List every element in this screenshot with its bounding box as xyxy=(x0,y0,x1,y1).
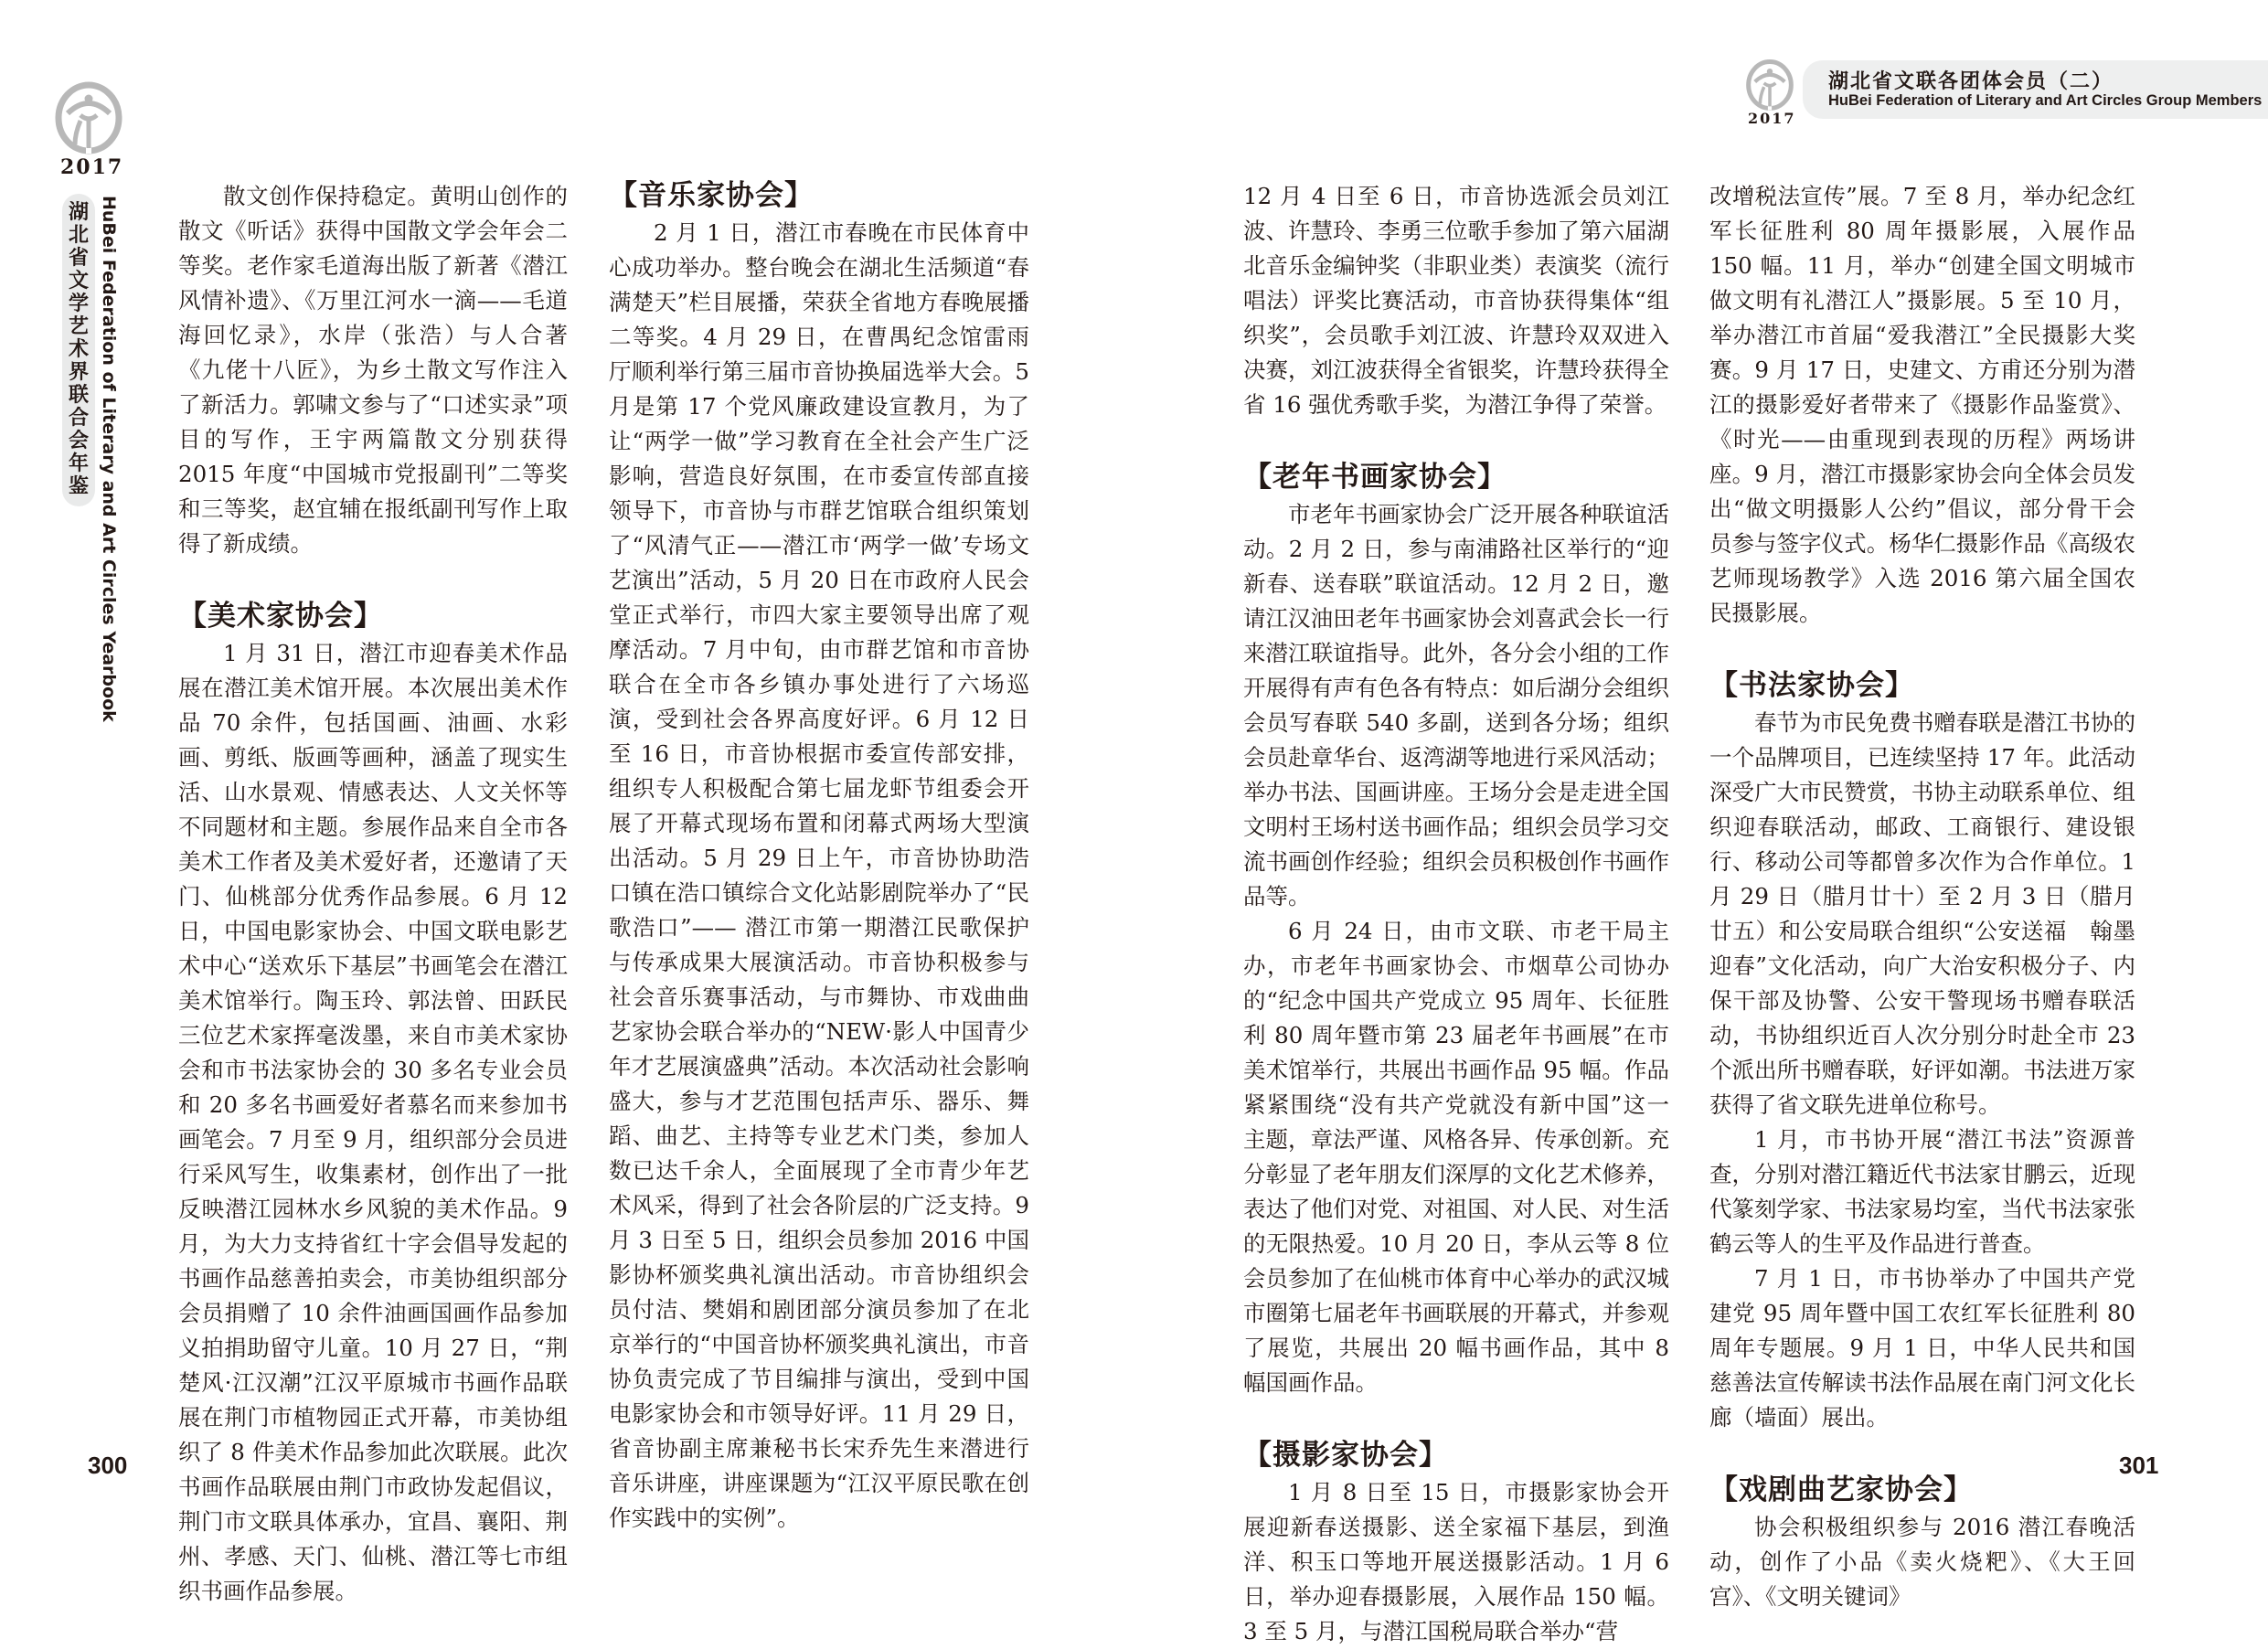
sidebar-char: 艺 xyxy=(68,315,89,338)
paragraph: 1 月 8 日至 15 日，市摄影家协会开展迎新春送摄影、送全家福下基层，到渔洋、积玉口等地开展送摄影活动。1 月 6 日，举办迎春摄影展，入展作品 150 幅。3 至 5 月，与潜江国税局联合举办“营 xyxy=(1243,1479,1669,1644)
sidebar-char: 术 xyxy=(68,338,89,361)
section-heading-drama-quyi: 【戏剧曲艺家协会】 xyxy=(1709,1473,1973,1506)
sidebar-char: 湖 xyxy=(68,201,89,224)
paragraph: 6 月 24 日，由市文联、市老干局主办，市老年书画家协会、市烟草公司协办的“纪念中国共产党成立 95 周年、长征胜利 80 周年暨市第 23 届老年书画展”在市美术馆举行，共展出书画作品 95 幅。作品紧紧围绕“没有共产党就没有新中国”这一主题，章法严谨、风格各异、传承创新。充分彰显了老年朋友们深厚的文化艺术修养，表达了他们对党、对祖国、对人民、对生活的无限热爱。10 月 20 日，李从云等 8 位会员参加了在仙桃市体育中心举办的武汉城市圈第七届老年书画联展的开幕式，并参观了展览，共展出 20 幅书画作品，其中 8 幅国画作品。 xyxy=(1243,918,1669,1396)
sidebar-char: 文 xyxy=(68,270,89,293)
paragraph: 2 月 1 日，潜江市春晚在市民体育中心成功举办。整台晚会在湖北生活频道“春满楚天”栏目展播，荣获全省地方春晚展播二等奖。4 月 29 日，在曹禺纪念馆雷雨厅顺利举行第三届市音协换届选举大会。5 月是第 17 个党风廉政建设宣教月，为了让“两学一做”学习教育在全社会产生广泛影响，营造良好氛围，在市委宣传部直接领导下，市音协与市群艺馆联合组织策划了“风清气正——潜江市‘两学一做’专场文艺演出”活动，5 月 20 日在市政府人民会堂正式举行，市四大家主要领导出席了观摩活动。7 月中旬，由市群艺馆和市音协联合在全市各乡镇办事处进行了六场巡演，受到社会各界高度好评。6 月 12 日至 16 日，市音协根据市委宣传部安排，组织专人积极配合第七届龙虾节组委会开展了开幕式现场布置和闭幕式两场大型演出活动。5 月 29 日上午，市音协协助浩口镇在浩口镇综合文化站影剧院举办了“民歌浩口”—— 潜江市第一期潜江民歌保护与传承成果大展演活动。市音协积极参与社会音乐赛事活动，与市舞协、市戏曲曲艺家协会联合举办的“NEW·影人中国青少年才艺展演盛典”活动。本次活动社会影响盛大，参与才艺范围包括声乐、器乐、舞蹈、曲艺、主持等专业艺术门类，参加人数已达千余人，全面展现了全市青少年艺术风采，得到了社会各阶层的广泛支持。9 月 3 日至 5 日，组织会员参加 2016 中国影协杯颁奖典礼演出活动。市音协组织会员付洁、樊娟和剧团部分演员参加了在北京举行的“中国音协杯颁奖典礼演出，市音协负责完成了节目编排与演出，受到中国电影家协会和市领导好评。11 月 29 日，省音协副主席兼秘书长宋乔先生来潜进行音乐讲座，讲座课题为“江汉平原民歌在创作实践中的实例”。 xyxy=(609,219,1029,1531)
paragraph: 7 月 1 日，市书协举办了中国共产党建党 95 周年暨中国工农红军长征胜利 80 周年专题展。9 月 1 日，中华人民共和国慈善法宣传解读书法作品展在南门河文化长廊（墙面）展出。 xyxy=(1709,1265,2135,1431)
sidebar-char: 年 xyxy=(68,452,89,475)
yearbook-title-en: HuBei Federation of Literary and Art Circles Yearbook xyxy=(99,196,119,722)
header-title-en: HuBei Federation of Literary and Art Circles Group Members xyxy=(1828,92,2263,109)
section-heading-photography: 【摄影家协会】 xyxy=(1243,1439,1448,1472)
sidebar-char: 联 xyxy=(68,384,89,407)
section-heading-fine-arts: 【美术家协会】 xyxy=(178,600,383,633)
federation-emblem-icon xyxy=(53,80,124,155)
column-4 xyxy=(1709,179,2135,1614)
year-label: 2017 xyxy=(1748,110,1796,127)
paragraph: 改增税法宣传”展。7 至 8 月，举办纪念红军长征胜利 80 周年摄影展，入展作品 150 幅。11 月，举办“创建全国文明城市 做文明有礼潜江人”摄影展。5 至 10 月，举办潜江市首届“爱我潜江”全民摄影大奖赛。9 月 17 日，史建文、方甫还分别为潜江的摄影爱好者带来了《摄影作品鉴赏》、《时光——由重现到表现的历程》两场讲座。9 月，潜江市摄影家协会向全体会员发出“做文明摄影人公约”倡议，部分骨干会员参与签字仪式。杨华仁摄影作品《高级农艺师现场教学》入选 2016 第六届全国农民摄影展。 xyxy=(1709,183,2135,626)
federation-emblem-icon xyxy=(1744,59,1795,112)
page-number-left: 300 xyxy=(88,1452,128,1479)
sidebar-char: 合 xyxy=(68,407,89,430)
page-number-right: 301 xyxy=(2119,1452,2159,1479)
section-heading-senior-calligraphy-painting: 【老年书画家协会】 xyxy=(1243,461,1507,494)
sidebar-char: 鉴 xyxy=(68,475,89,498)
sidebar-char: 会 xyxy=(68,430,89,452)
paragraph: 1 月，市书协开展“潜江书法”资源普查，分别对潜江籍近代书法家甘鹏云，近现代篆刻学家、书法家易均室，当代书法家张鹤云等人的生平及作品进行普查。 xyxy=(1709,1126,2135,1257)
sidebar-char: 省 xyxy=(68,247,89,270)
year-label: 2017 xyxy=(60,155,124,179)
paragraph: 春节为市民免费书赠春联是潜江书协的一个品牌项目，已连续坚持 17 年。此活动深受广大市民赞赏，书协主动联系单位、组织迎春联活动，邮政、工商银行、建设银行、移动公司等都曾多次作为合作单位。1 月 29 日（腊月廿十）至 2 月 3 日（腊月廿五）和公安局联合组织“公安送福 翰墨迎春”文化活动，向广大治安积极分子、内保干部及协警、公安干警现场书赠春联活动，书协组织近百人次分别分时赴全市 23 个派出所书赠春联，好评如潮。书法进万家获得了省文联先进单位称号。 xyxy=(1709,709,2135,1118)
paragraph: 12 月 4 日至 6 日，市音协选派会员刘江波、许慧玲、李勇三位歌手参加了第六届湖北音乐金编钟奖（非职业类）表演奖（流行唱法）评奖比赛活动，市音协获得集体“组织奖”，会员歌手刘江波、许慧玲双双进入决赛，刘江波获得全省银奖，许慧玲获得全省 16 强优秀歌手奖，为潜江争得了荣誉。 xyxy=(1243,183,1669,418)
column-2 xyxy=(609,176,1029,1536)
sidebar-char: 界 xyxy=(68,361,89,384)
yearbook-title-en-vertical xyxy=(99,196,119,722)
sidebar-char: 北 xyxy=(68,224,89,247)
sidebar-char: 学 xyxy=(68,293,89,315)
paragraph: 1 月 31 日，潜江市迎春美术作品展在潜江美术馆开展。本次展出美术作品 70 余件，包括国画、油画、水彩画、剪纸、版画等画种，涵盖了现实生活、山水景观、情感表达、人文关怀等不同题材和主题。参展作品来自全市各美术工作者及美术爱好者，还邀请了天门、仙桃部分优秀作品参展。6 月 12 日，中国电影家协会、中国文联电影艺术中心“送欢乐下基层”书画笔会在潜江美术馆举行。陶玉玲、郭法曾、田跃民三位艺术家挥毫泼墨，来自市美术家协会和市书法家协会的 30 多名专业会员和 20 多名书画爱好者慕名而来参加书画笔会。7 月至 9 月，组织部分会员进行采风写生，收集素材，创作出了一批反映潜江园林水乡风貌的美术作品。9 月，为大力支持省红十字会倡导发起的书画作品慈善拍卖会，市美协组织部分会员捐赠了 10 余件油画国画作品参加义拍捐助留守儿童。10 月 27 日，“荆楚风·江汉潮”江汉平原城市书画作品联展在荆门市植物园正式开幕，市美协组织了 8 件美术作品参加此次联展。此次书画作品联展由荆门市政协发起倡议，荆门市文联具体承办，宜昌、襄阳、荆州、孝感、天门、仙桃、潜江等七市组织书画作品参展。 xyxy=(178,640,568,1604)
section-heading-music: 【音乐家协会】 xyxy=(609,179,814,212)
section-heading-calligraphy: 【书法家协会】 xyxy=(1709,669,1914,702)
column-3 xyxy=(1243,179,1669,1649)
paragraph: 协会积极组织参与 2016 潜江春晚活动，创作了小品《卖火烧粑》、《大王回宫》、《文明关键词》 xyxy=(1709,1514,2135,1610)
yearbook-title-vertical xyxy=(62,194,95,506)
paragraph: 散文创作保持稳定。黄明山创作的散文《听话》获得中国散文学会年会二等奖。老作家毛道海出版了新著《潜江风情补遗》、《万里江河水一滴——毛道海回忆录》，水岸（张浩）与人合著《九佬十八匠》，为乡土散文写作注入了新活力。郭啸文参与了“口述实录”项目的写作，王宇两篇散文分别获得 2015 年度“中国城市党报副刊”二等奖和三等奖，赵宜辅在报纸副刊写作上取得了新成绩。 xyxy=(178,183,568,557)
paragraph: 市老年书画家协会广泛开展各种联谊活动。2 月 2 日，参与南浦路社区举行的“迎新春、送春联”联谊活动。12 月 2 日，邀请江汉油田老年书画家协会刘喜武会长一行来潜江联谊指导。此外，各分会小组的工作开展得有声有色各有特点：如后湖分会组织会员写春联 540 多副，送到各分场；组织会员赴章华台、返湾湖等地进行采风活动；举办书法、国画讲座。王场分会是走进全国文明村王场村送书画作品；组织会员学习交流书画创作经验；组织会员积极创作书画作品等。 xyxy=(1243,501,1669,910)
header-title-cn: 湖北省文联各团体会员（二） xyxy=(1828,70,2114,93)
column-1 xyxy=(178,179,568,1609)
